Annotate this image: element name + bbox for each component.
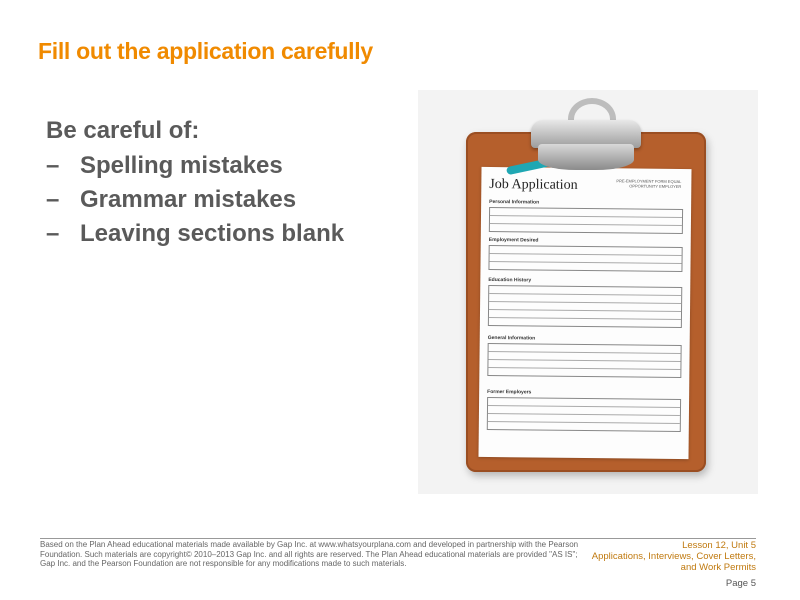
form-section-heading: Employment Desired: [488, 236, 539, 244]
form-section-heading: Former Employers: [487, 388, 532, 396]
form-section: [488, 277, 683, 328]
form-title: Job Application: [489, 176, 578, 193]
clipboard-image: [418, 90, 758, 494]
slide-title: Fill out the application carefully: [38, 38, 373, 64]
footer-lesson: [576, 540, 756, 573]
lesson-number: Lesson 12, Unit 5: [682, 540, 756, 551]
lesson-title: Applications, Interviews, Cover Letters, and Work Permits: [591, 551, 756, 573]
form-section: [487, 389, 681, 432]
form-section-heading: Personal Information: [489, 198, 540, 206]
bullet-dash: –: [46, 152, 60, 179]
clip-jaw: [538, 144, 634, 170]
bullet-text: Leaving sections blank: [80, 220, 345, 247]
form-subtitle: PRE-EMPLOYMENT FORM EQUAL OPPORTUNITY EMPLOYER: [616, 178, 682, 190]
bullet-list: [46, 114, 380, 251]
form-section: [487, 335, 681, 378]
bullet-lead: Be careful of:: [46, 117, 200, 144]
footer-credit: Based on the Plan Ahead educational materials made available by Gap Inc. at www.whatsyourplana.com and developed in partnership with the Pearson Foundation. Such materials are copyright© 2010–2013 Gap Inc. and all rights are reserved. The Plan Ahead educational materials are provided "AS IS"; Gap Inc. and the Pearson Foundation are not responsible for any modifications made to such materials.: [40, 540, 579, 568]
bullet-item: [46, 217, 380, 251]
bullet-text: Spelling mistakes: [80, 152, 283, 179]
bullet-text: Grammar mistakes: [80, 186, 297, 213]
form-section: [488, 237, 682, 272]
bullet-dash: –: [46, 220, 60, 247]
bullet-item: [46, 149, 380, 183]
footer-divider: [40, 538, 756, 539]
form-section: [489, 199, 683, 234]
form-section-heading: Education History: [488, 276, 532, 284]
application-form: [478, 167, 691, 459]
form-section-heading: General Information: [487, 334, 536, 342]
bullet-item: [46, 183, 380, 217]
page-number: Page 5: [725, 578, 756, 589]
bullet-dash: –: [46, 186, 60, 213]
